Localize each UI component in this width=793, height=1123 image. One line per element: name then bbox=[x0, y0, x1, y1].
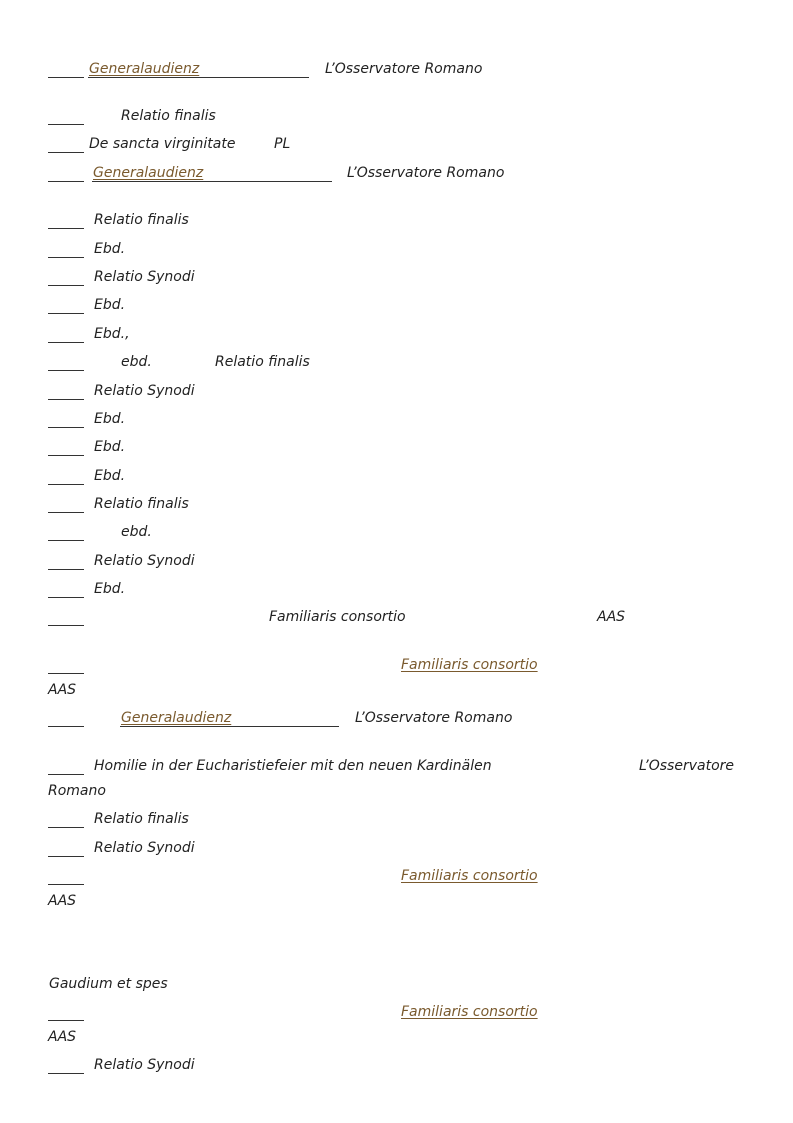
footnote-number-blank bbox=[48, 268, 84, 286]
footnote-line bbox=[0, 580, 793, 602]
footnote-line bbox=[0, 296, 793, 318]
footnote-text: Ebd. bbox=[94, 581, 126, 597]
footnote-text: Relatio finalis bbox=[94, 496, 189, 512]
footnote-text: Relatio Synodi bbox=[94, 1057, 195, 1073]
footnote-number-blank bbox=[48, 60, 84, 78]
footnote-link[interactable]: Familiaris consortio bbox=[401, 868, 538, 884]
footnote-source: L’Osservatore bbox=[639, 758, 734, 774]
footnote-text: ebd. bbox=[121, 524, 152, 540]
footnote-number-blank bbox=[48, 709, 84, 727]
footnote-line bbox=[0, 382, 793, 404]
footnote-line bbox=[0, 107, 793, 129]
footnote-number-blank bbox=[48, 211, 84, 229]
footnote-text: Relatio Synodi bbox=[94, 269, 195, 285]
footnote-number-blank bbox=[48, 135, 84, 153]
footnote-number-blank bbox=[48, 580, 84, 598]
footnote-number-blank bbox=[48, 552, 84, 570]
footnote-number-blank bbox=[48, 810, 84, 828]
footnote-number-blank bbox=[48, 867, 84, 885]
footnote-source: L’Osservatore Romano bbox=[347, 165, 505, 181]
footnote-number-blank bbox=[48, 296, 84, 314]
footnote-source: AAS bbox=[48, 1029, 77, 1045]
footnote-line bbox=[0, 240, 793, 262]
footnote-text: Relatio Synodi bbox=[94, 383, 195, 399]
footnote-source-cont: Romano bbox=[48, 783, 106, 799]
footnote-line bbox=[0, 135, 793, 157]
footnote-text: Relatio Synodi bbox=[94, 553, 195, 569]
footnote-number-blank bbox=[48, 757, 84, 775]
footnote-number-blank bbox=[48, 107, 84, 125]
footnote-line bbox=[0, 268, 793, 290]
footnote-line bbox=[0, 438, 793, 460]
footnote-number-blank bbox=[48, 523, 84, 541]
footnote-line bbox=[0, 867, 793, 913]
footnote-number-blank bbox=[48, 839, 84, 857]
footnote-text: Relatio Synodi bbox=[94, 840, 195, 856]
footnote-line bbox=[0, 353, 793, 375]
footnote-line bbox=[0, 211, 793, 233]
footnote-line bbox=[0, 656, 793, 702]
footnote-line bbox=[0, 164, 793, 186]
footnote-source: L’Osservatore Romano bbox=[355, 710, 513, 726]
footnote-number-blank bbox=[48, 656, 84, 674]
footnote-link[interactable]: Familiaris consortio bbox=[401, 1004, 538, 1020]
footnote-text: Gaudium et spes bbox=[49, 976, 168, 992]
footnote-number-blank bbox=[48, 467, 84, 485]
footnote-line bbox=[0, 495, 793, 517]
footnote-number-blank bbox=[48, 608, 84, 626]
footnote-line bbox=[0, 810, 793, 832]
footnote-line bbox=[0, 523, 793, 545]
footnote-text: Relatio finalis bbox=[94, 811, 189, 827]
footnote-number-blank bbox=[48, 353, 84, 371]
footnote-source: AAS bbox=[48, 682, 77, 698]
footnote-line bbox=[0, 60, 793, 82]
footnote-line bbox=[0, 709, 793, 731]
footnote-number-blank bbox=[48, 1003, 84, 1021]
footnote-link[interactable]: Generalaudienz bbox=[121, 710, 232, 726]
footnote-text: Ebd. bbox=[94, 468, 126, 484]
footnote-text: Ebd. bbox=[94, 241, 126, 257]
footnote-source: AAS bbox=[48, 893, 77, 909]
footnote-line bbox=[0, 325, 793, 347]
footnote-number-blank bbox=[48, 382, 84, 400]
footnote-link[interactable]: Familiaris consortio bbox=[401, 657, 538, 673]
footnote-number-blank bbox=[48, 495, 84, 513]
footnote-number-blank bbox=[48, 438, 84, 456]
footnote-number-blank bbox=[48, 325, 84, 343]
footnote-number-blank bbox=[48, 410, 84, 428]
footnote-number-blank bbox=[48, 1056, 84, 1074]
footnote-source: PL bbox=[274, 136, 291, 152]
footnote-line bbox=[0, 839, 793, 861]
footnote-source: AAS bbox=[597, 609, 626, 625]
footnote-number-blank bbox=[48, 240, 84, 258]
footnote-number-blank bbox=[48, 164, 84, 182]
footnote-text: Ebd. bbox=[94, 297, 126, 313]
footnote-line bbox=[0, 1056, 793, 1078]
footnote-line bbox=[0, 608, 793, 630]
footnote-text: Ebd., bbox=[94, 326, 130, 342]
footnote-source: L’Osservatore Romano bbox=[325, 61, 483, 77]
footnote-link[interactable]: Generalaudienz bbox=[89, 61, 200, 77]
footnote-line bbox=[0, 757, 793, 803]
footnote-text: Relatio finalis bbox=[94, 212, 189, 228]
footnote-line bbox=[0, 552, 793, 574]
footnote-text: ebd. bbox=[121, 354, 152, 370]
footnote-text: Ebd. bbox=[94, 411, 126, 427]
footnote-line bbox=[0, 410, 793, 432]
footnote-source: Relatio finalis bbox=[215, 354, 310, 370]
footnote-line bbox=[0, 1003, 793, 1049]
footnote-line bbox=[0, 467, 793, 489]
footnote-text: Ebd. bbox=[94, 439, 126, 455]
footnote-text: Homilie in der Eucharistiefeier mit den neuen Kardinälen bbox=[94, 758, 492, 774]
footnote-text: De sancta virginitate bbox=[89, 136, 236, 152]
footnote-text: Relatio finalis bbox=[121, 108, 216, 124]
footnote-text: Familiaris consortio bbox=[269, 609, 406, 625]
footnote-link[interactable]: Generalaudienz bbox=[93, 165, 204, 181]
footnote-line bbox=[0, 975, 793, 997]
